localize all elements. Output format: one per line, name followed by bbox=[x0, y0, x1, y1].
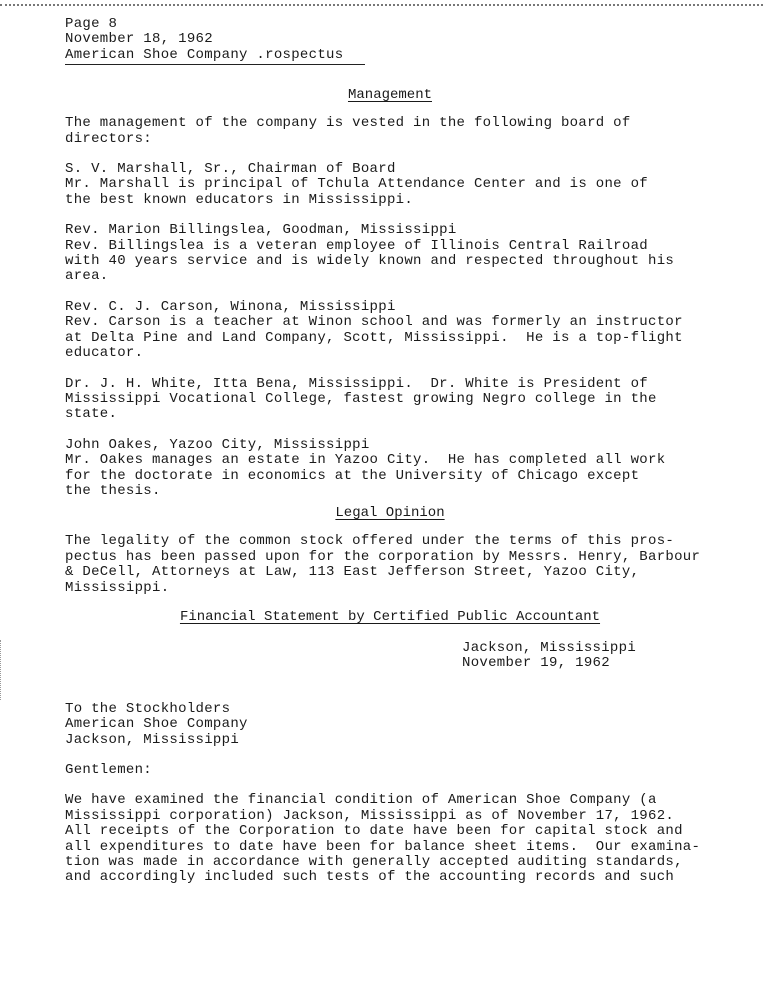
text-line: all expenditures to date have been for balance sheet items. Our examina- bbox=[65, 838, 701, 855]
director-carson bbox=[65, 300, 715, 362]
address-line: To the Stockholders bbox=[65, 700, 231, 717]
text-line: educator. bbox=[65, 345, 144, 362]
document-page bbox=[65, 17, 715, 886]
letter-date: November 19, 1962 bbox=[462, 655, 610, 672]
director-oakes bbox=[65, 438, 715, 500]
letter-address bbox=[65, 702, 715, 748]
director-name: Rev. C. J. Carson, Winona, Mississippi bbox=[65, 298, 396, 315]
director-name: S. V. Marshall, Sr., Chairman of Board bbox=[65, 161, 396, 178]
text-line: at Delta Pine and Land Company, Scott, Mississippi. He is a top-flight bbox=[65, 329, 683, 346]
header-underline bbox=[65, 64, 365, 65]
text-line: with 40 years service and is widely known and respected throughout his bbox=[65, 253, 675, 270]
director-name: Dr. J. H. White, Itta Bena, Mississippi. Dr. White is President of bbox=[65, 375, 648, 392]
address-line: American Shoe Company bbox=[65, 716, 248, 733]
text-line: Mississippi. bbox=[65, 579, 170, 596]
letter-place: Jackson, Mississippi bbox=[462, 639, 637, 656]
text-line: We have examined the financial condition of American Shoe Company (a bbox=[65, 792, 657, 809]
page-top-edge bbox=[0, 4, 763, 6]
text-line: the thesis. bbox=[65, 482, 161, 499]
text-line: Mississippi Vocational College, fastest growing Negro college in the bbox=[65, 390, 657, 407]
text-line: Rev. Billingslea is a veteran employee of Illinois Central Railroad bbox=[65, 237, 648, 254]
director-billingslea bbox=[65, 223, 715, 285]
text-line: the best known educators in Mississippi. bbox=[65, 191, 414, 208]
letter-salutation bbox=[65, 763, 715, 778]
text-line: for the doctorate in economics at the University of Chicago except bbox=[65, 467, 640, 484]
legal-opinion-heading: Legal Opinion bbox=[335, 505, 445, 522]
text-line: The management of the company is vested in the following board of bbox=[65, 115, 631, 132]
text-line: & DeCell, Attorneys at Law, 113 East Jefferson Street, Yazoo City, bbox=[65, 564, 640, 581]
director-marshall bbox=[65, 162, 715, 208]
text-line: area. bbox=[65, 268, 109, 285]
page-number: Page 8 bbox=[65, 16, 118, 32]
header-date: November 18, 1962 bbox=[65, 31, 213, 48]
text-line: All receipts of the Corporation to date have been for capital stock and bbox=[65, 823, 683, 840]
text-line: Mr. Oakes manages an estate in Yazoo City. He has completed all work bbox=[65, 452, 666, 469]
management-intro bbox=[65, 116, 715, 147]
text-line: and accordingly included such tests of the accounting records and such bbox=[65, 869, 675, 886]
director-white bbox=[65, 377, 715, 423]
management-heading: Management bbox=[347, 87, 432, 104]
legal-opinion-text bbox=[65, 534, 715, 596]
text-line: Rev. Carson is a teacher at Winon school and was formerly an instructor bbox=[65, 314, 683, 331]
financial-statement-heading: Financial Statement by Certified Public Accountant bbox=[179, 608, 601, 625]
text-line: directors: bbox=[65, 130, 153, 147]
letter-body bbox=[65, 793, 715, 885]
director-name: John Oakes, Yazoo City, Mississippi bbox=[65, 436, 370, 453]
text-line: The legality of the common stock offered under the terms of this pros- bbox=[65, 533, 675, 550]
page-header bbox=[65, 17, 715, 65]
page-left-edge-marks bbox=[0, 640, 3, 700]
salutation: Gentlemen: bbox=[65, 762, 153, 778]
letter-dateline bbox=[65, 641, 715, 672]
text-line: Mississippi corporation) Jackson, Mississippi as of November 17, 1962. bbox=[65, 807, 675, 824]
text-line: tion was made in accordance with generally accepted auditing standards, bbox=[65, 854, 683, 871]
text-line: state. bbox=[65, 406, 118, 423]
text-line: pectus has been passed upon for the corporation by Messrs. Henry, Barbour bbox=[65, 548, 701, 565]
address-line: Jackson, Mississippi bbox=[65, 731, 240, 748]
text-line: Mr. Marshall is principal of Tchula Attendance Center and is one of bbox=[65, 176, 648, 193]
document-title: American Shoe Company .rospectus bbox=[65, 46, 344, 63]
director-name: Rev. Marion Billingslea, Goodman, Mississippi bbox=[65, 222, 457, 239]
